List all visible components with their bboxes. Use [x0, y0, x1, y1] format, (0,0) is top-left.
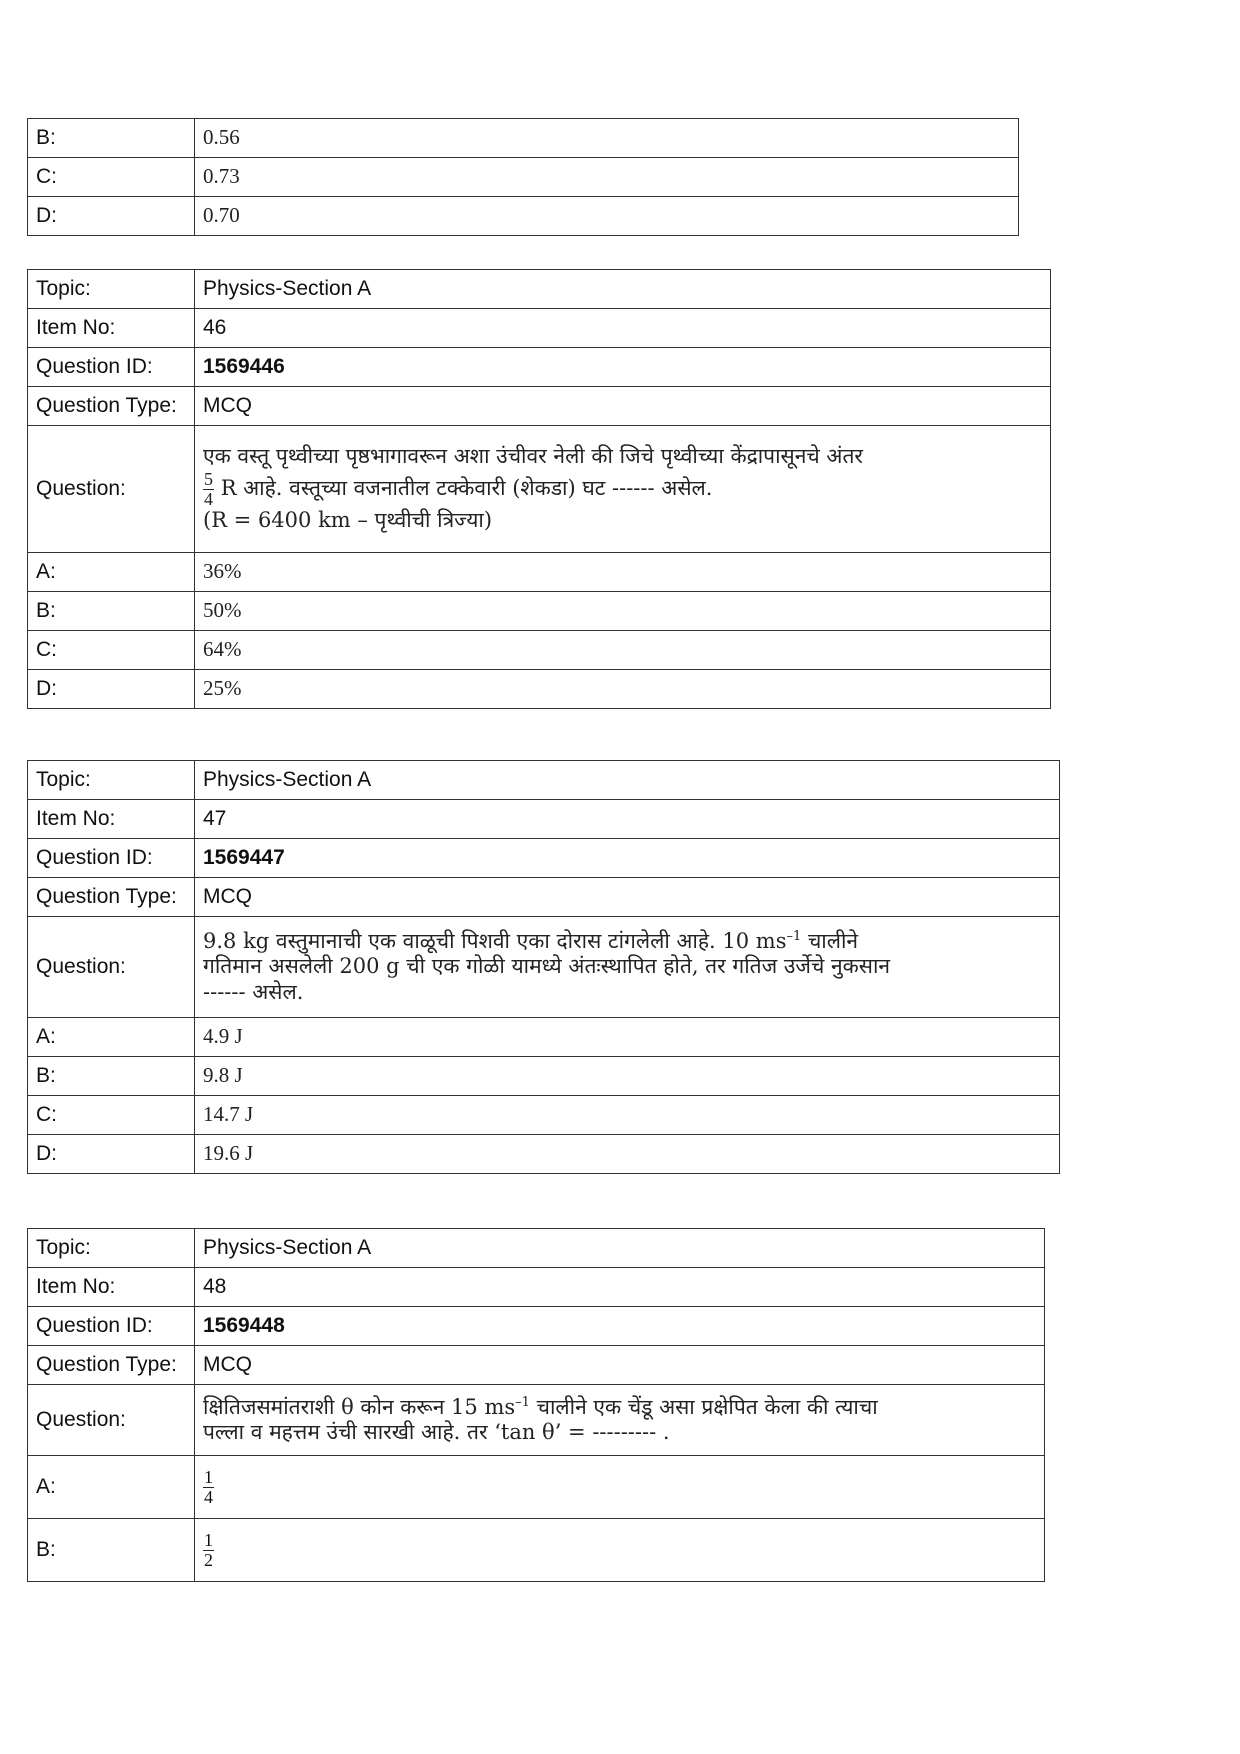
question-id-value: 1569448 [195, 1307, 1045, 1346]
option-value: 19.6 J [195, 1135, 1060, 1174]
question-row [28, 1385, 1045, 1456]
question-line-text: R आहे. वस्तूच्या वजनातील टक्केवारी (शेकडा) घट ------ असेल. [220, 475, 713, 500]
option-label: A: [28, 1456, 195, 1519]
question-id-label: Question ID: [28, 1307, 195, 1346]
option-row [28, 592, 1051, 631]
topic-label: Topic: [28, 761, 195, 800]
option-label: D: [28, 670, 195, 709]
option-label: C: [28, 158, 195, 197]
option-label: A: [28, 553, 195, 592]
question-table-48 [27, 1228, 1045, 1582]
option-value [195, 1519, 1045, 1582]
option-value: 0.56 [195, 119, 1019, 158]
question-label: Question: [28, 426, 195, 553]
question-label: Question: [28, 1385, 195, 1456]
topic-value: Physics-Section A [195, 270, 1051, 309]
option-value [195, 1456, 1045, 1519]
fraction [203, 1468, 214, 1507]
question-line: एक वस्तू पृथ्वीच्या पृष्ठभागावरून अशा उंचीवर नेली की जिचे पृथ्वीच्या केंद्रापासूनचे अंतर [203, 444, 863, 469]
question-text [195, 1385, 1045, 1456]
question-row [28, 917, 1060, 1018]
question-type-value: MCQ [195, 1346, 1045, 1385]
option-row [28, 553, 1051, 592]
topic-label: Topic: [28, 1229, 195, 1268]
option-row [28, 631, 1051, 670]
item-no-row [28, 800, 1060, 839]
fraction-denominator: 2 [204, 1549, 213, 1570]
item-no-label: Item No: [28, 800, 195, 839]
option-value: 0.70 [195, 197, 1019, 236]
question-id-value: 1569447 [195, 839, 1060, 878]
question-type-row [28, 878, 1060, 917]
question-table-47 [27, 760, 1060, 1174]
item-no-value: 46 [195, 309, 1051, 348]
question-line: पल्ला व महत्तम उंची सारखी आहे. तर ‘tan θ’ = --------- . [203, 1420, 670, 1444]
question-type-label: Question Type: [28, 878, 195, 917]
option-row [28, 197, 1019, 236]
option-label: D: [28, 1135, 195, 1174]
question-type-label: Question Type: [28, 387, 195, 426]
question-type-label: Question Type: [28, 1346, 195, 1385]
option-row [28, 158, 1019, 197]
option-label: B: [28, 592, 195, 631]
option-label: B: [28, 119, 195, 158]
question-type-row [28, 387, 1051, 426]
topic-label: Topic: [28, 270, 195, 309]
item-no-label: Item No: [28, 309, 195, 348]
fraction-numerator: 1 [204, 1466, 213, 1487]
option-value: 50% [195, 592, 1051, 631]
question-row [28, 426, 1051, 553]
option-row [28, 1456, 1045, 1519]
question-line-text: चालीने [801, 929, 859, 954]
topic-row [28, 761, 1060, 800]
question-type-value: MCQ [195, 387, 1051, 426]
option-value: 0.73 [195, 158, 1019, 197]
question-label: Question: [28, 917, 195, 1018]
option-label: C: [28, 631, 195, 670]
option-value: 9.8 J [195, 1057, 1060, 1096]
option-value: 14.7 J [195, 1096, 1060, 1135]
option-value: 25% [195, 670, 1051, 709]
option-row [28, 670, 1051, 709]
question-line: गतिमान असलेली 200 g ची एक गोळी यामध्ये अंतःस्थापित होते, तर गतिज उर्जेचे नुकसान [203, 954, 891, 979]
superscript: –1 [786, 929, 802, 945]
option-row [28, 1519, 1045, 1582]
option-label: D: [28, 197, 195, 236]
item-no-row [28, 1268, 1045, 1307]
item-no-row [28, 309, 1051, 348]
question-line-text: 9.8 kg वस्तुमानाची एक वाळूची पिशवी एका दोरास टांगलेली आहे. 10 ms [203, 929, 787, 954]
question-line-text: चालीने एक चेंडू असा प्रक्षेपित केला की त्याचा [529, 1394, 878, 1419]
question-type-row [28, 1346, 1045, 1385]
question-line: (R = 6400 km – पृथ्वीची त्रिज्या) [203, 508, 493, 533]
question-table-46 [27, 269, 1051, 709]
fraction-denominator: 4 [204, 1486, 213, 1507]
question-line [203, 470, 1042, 509]
option-value: 4.9 J [195, 1018, 1060, 1057]
question-type-value: MCQ [195, 878, 1060, 917]
fraction [203, 1531, 214, 1570]
topic-row [28, 270, 1051, 309]
option-row [28, 1135, 1060, 1174]
option-row [28, 1018, 1060, 1057]
question-line-text: क्षितिजसमांतराशी θ कोन करून 15 ms [203, 1394, 516, 1419]
item-no-value: 47 [195, 800, 1060, 839]
topic-row [28, 1229, 1045, 1268]
option-label: C: [28, 1096, 195, 1135]
question-id-value: 1569446 [195, 348, 1051, 387]
question-id-row [28, 1307, 1045, 1346]
question-line [203, 1395, 1036, 1420]
question-line [203, 929, 1051, 954]
option-value: 36% [195, 553, 1051, 592]
option-value: 64% [195, 631, 1051, 670]
option-label: A: [28, 1018, 195, 1057]
question-line: ------ असेल. [203, 979, 304, 1004]
item-no-label: Item No: [28, 1268, 195, 1307]
topic-value: Physics-Section A [195, 761, 1060, 800]
option-label: B: [28, 1057, 195, 1096]
option-row [28, 1057, 1060, 1096]
question-id-row [28, 348, 1051, 387]
question-text [195, 426, 1051, 553]
previous-question-options-table [27, 118, 1019, 236]
question-id-label: Question ID: [28, 839, 195, 878]
option-label: B: [28, 1519, 195, 1582]
superscript: –1 [515, 1394, 530, 1410]
fraction-numerator: 5 [204, 468, 213, 489]
question-id-label: Question ID: [28, 348, 195, 387]
item-no-value: 48 [195, 1268, 1045, 1307]
fraction-denominator: 4 [204, 488, 213, 509]
option-row [28, 1096, 1060, 1135]
question-text [195, 917, 1060, 1018]
fraction [203, 470, 214, 509]
question-id-row [28, 839, 1060, 878]
fraction-numerator: 1 [204, 1529, 213, 1550]
topic-value: Physics-Section A [195, 1229, 1045, 1268]
option-row [28, 119, 1019, 158]
